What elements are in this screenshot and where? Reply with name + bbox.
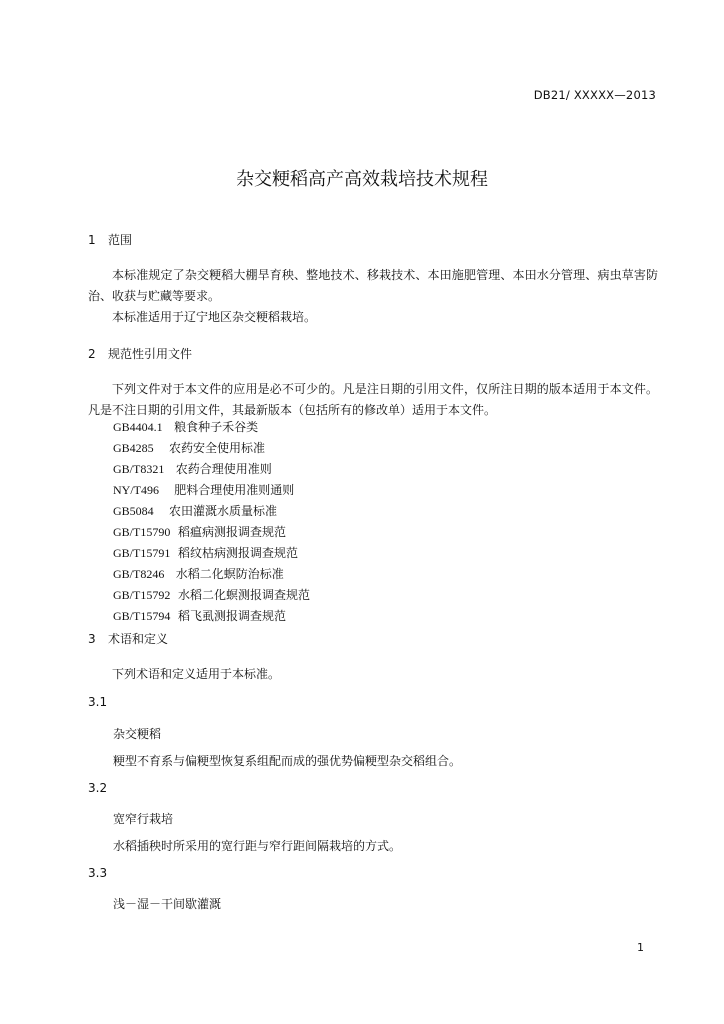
reference-code: GB/T8246 [113,567,165,581]
reference-name: 稻瘟病测报调查规范 [177,525,286,539]
reference-item [113,544,298,561]
reference-item [113,607,286,624]
reference-item [113,565,284,582]
reference-name: 农药合理使用准则 [175,462,272,476]
reference-name: 肥料合理使用准则通则 [174,483,295,497]
reference-code: GB/T15790 [113,525,171,539]
reference-item [113,586,310,603]
term-definition: 水稻插秧时所采用的宽行距与窄行距间隔栽培的方式。 [113,839,402,853]
reference-code: GB5084 [113,504,154,518]
document-title: 杂交粳稻高产高效栽培技术规程 [236,169,488,190]
term-name: 杂交粳稻 [113,727,162,741]
reference-item [113,481,294,498]
reference-code: GB/T15794 [113,609,171,623]
page-number: 1 [637,941,644,954]
section-title: 规范性引用文件 [108,347,193,361]
section-3-heading [88,630,168,647]
reference-name: 稻飞虱测报调查规范 [177,609,286,623]
section-1-paragraph: 本标准规定了杂交粳稻大棚旱育秧、整地技术、移栽技术、本田施肥管理、本田水分管理、病虫草害防治、收获与贮藏等要求。 [88,268,658,303]
reference-name: 水稻二化螟测报调查规范 [177,588,310,602]
term-definition: 粳型不育系与偏粳型恢复系组配而成的强优势偏粳型杂交稻组合。 [113,754,462,768]
reference-name: 农田灌溉水质量标准 [168,504,277,518]
reference-name: 农药安全使用标准 [168,441,265,455]
reference-code: GB/T15791 [113,546,171,560]
reference-code: GB4285 [113,441,154,455]
document-code: DB21/ XXXXX—2013 [533,88,656,102]
reference-item [113,460,272,477]
reference-item [113,502,277,519]
reference-code: GB/T8321 [113,462,165,476]
section-number: 3 [88,632,96,646]
reference-name: 稻纹枯病测报调查规范 [177,546,298,560]
reference-item [113,418,258,435]
reference-code: GB/T15792 [113,588,171,602]
term-number: 3.1 [88,695,108,709]
section-1-scope: 本标准适用于辽宁地区杂交粳稻栽培。 [112,310,317,324]
reference-item [113,523,286,540]
section-number: 1 [88,233,96,247]
reference-name: 水稻二化螟防治标准 [175,567,284,581]
section-title: 术语和定义 [108,632,169,646]
reference-code: NY/T496 [113,483,159,497]
section-3-intro: 下列术语和定义适用于本标准。 [112,667,281,681]
section-2-heading [88,345,192,362]
section-2-intro: 下列文件对于本文件的应用是必不可少的。凡是注日期的引用文件，仅所注日期的版本适用于本文件。凡是不注日期的引用文件，其最新版本（包括所有的修改单）适用于本文件。 [88,382,658,417]
section-number: 2 [88,347,96,361]
reference-code: GB4404.1 [113,420,163,434]
term-number: 3.2 [88,781,108,795]
section-1-heading [88,231,132,248]
term-name: 浅－湿－干间歇灌溉 [113,897,222,911]
term-number: 3.3 [88,866,108,880]
section-title: 范围 [108,233,133,247]
term-name: 宽窄行栽培 [113,812,174,826]
reference-name: 粮食种子禾谷类 [174,420,259,434]
reference-item [113,439,265,456]
